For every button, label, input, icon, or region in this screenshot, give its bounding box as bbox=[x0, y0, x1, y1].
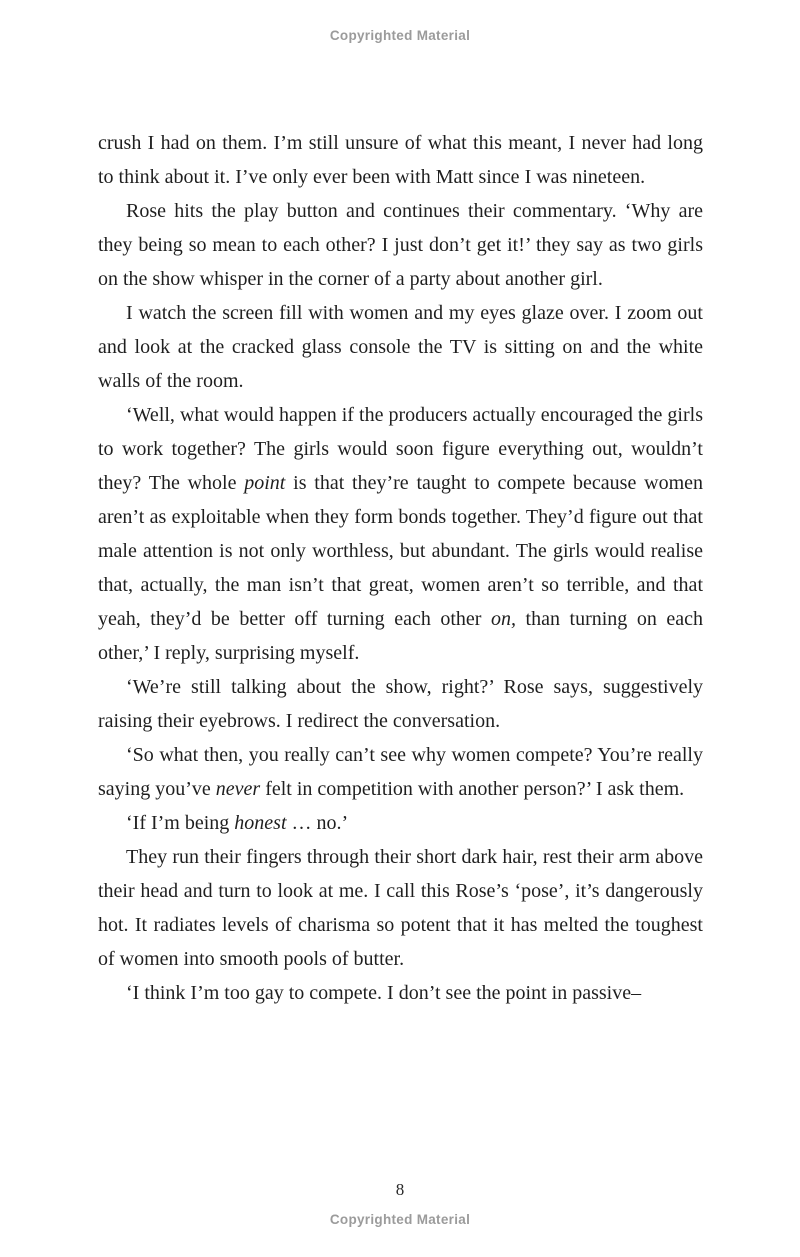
paragraph-text: … no.’ bbox=[286, 812, 349, 834]
paragraph bbox=[98, 398, 703, 670]
copyright-notice-top: Copyrighted Material bbox=[329, 28, 471, 43]
paragraph-text: felt in competition with another person?’ I ask them. bbox=[260, 778, 685, 800]
page-number: 8 bbox=[395, 1180, 405, 1199]
paragraph-text: ‘I think I’m too gay to compete. I don’t see the point in passive– bbox=[126, 982, 642, 1004]
paragraph-text: I watch the screen fill with women and my eyes glaze over. I zoom out and look at the cracked glass console the TV is sitting on and the white walls of the room. bbox=[98, 302, 703, 392]
paragraph-text: Rose hits the play button and continues their commentary. ‘Why are they being so mean to each other? I just don’t get it!’ they say as two girls on the show whisper in the corner of a party about another girl. bbox=[98, 200, 703, 290]
paragraph-text: than turning on each other,’ I reply, surprising myself. bbox=[98, 608, 703, 664]
paragraph bbox=[98, 738, 703, 806]
paragraph bbox=[98, 840, 703, 976]
paragraph bbox=[98, 296, 703, 398]
paragraph bbox=[98, 806, 703, 840]
paragraph-text: ‘If I’m being bbox=[126, 812, 235, 834]
paragraph bbox=[98, 126, 703, 194]
paragraph-text: is that they’re taught to compete because women aren’t as exploitable when they form bonds together. They’d figure out that male attention is not only worthless, but abundant. The girls would realise that, actually, the man isn’t that great, women aren’t so terrible, and that yeah, they’d be better off turning each other bbox=[98, 472, 703, 630]
italic-word: honest bbox=[234, 812, 287, 834]
paragraph bbox=[98, 670, 703, 738]
paragraph-text: crush I had on them. I’m still unsure of what this meant, I never had long to think about it. I’ve only ever been with Matt since I was nineteen. bbox=[98, 132, 703, 188]
paragraph bbox=[98, 976, 703, 1010]
paragraph bbox=[98, 194, 703, 296]
paragraph-text: They run their fingers through their short dark hair, rest their arm above their head and turn to look at me. I call this Rose’s ‘pose’, it’s dangerously hot. It radiates levels of charisma so potent that it has melted the toughest of women into smooth pools of butter. bbox=[98, 846, 703, 970]
page-body-text bbox=[98, 126, 703, 1010]
italic-word: on, bbox=[491, 608, 517, 630]
italic-word: never bbox=[215, 778, 261, 800]
paragraph-text: ‘We’re still talking about the show, right?’ Rose says, suggestively raising their eyebrows. I redirect the conversation. bbox=[98, 676, 703, 732]
copyright-notice-bottom: Copyrighted Material bbox=[329, 1212, 471, 1227]
italic-word: point bbox=[244, 472, 286, 494]
paragraph-text: ‘Well, what would happen if the producers actually encouraged the girls to work together? The girls would soon figure everything out, wouldn’t they? The whole bbox=[98, 404, 703, 494]
paragraph-text: ‘So what then, you really can’t see why women compete? You’re really saying you’ve bbox=[98, 744, 703, 800]
